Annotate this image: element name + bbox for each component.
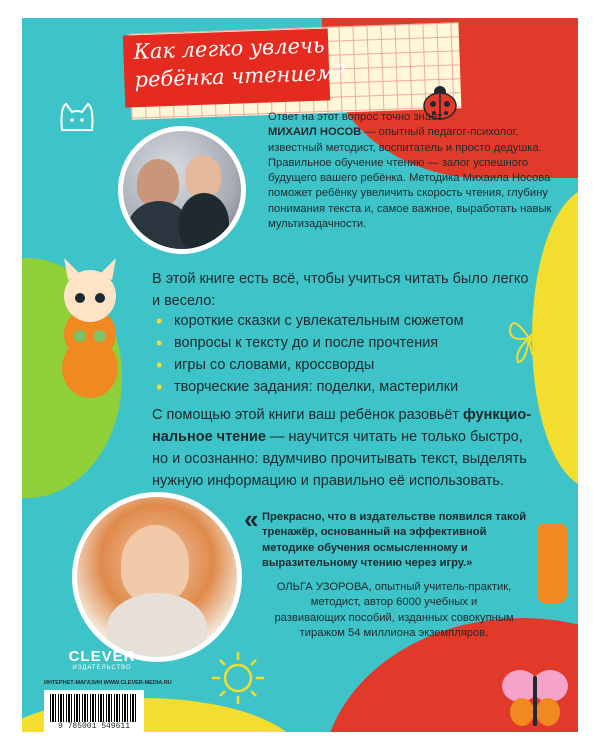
person-2 (185, 155, 221, 197)
main-paragraph (152, 404, 542, 492)
intro-prefix: Ответ на этот вопрос точно знает (268, 111, 442, 123)
shop-url: ИНТЕРНЕТ-МАГАЗИН WWW.CLEVER-MEDIA.RU (44, 680, 172, 686)
para-end: — научится читать не только быстро, но и осознанно: вдумчиво прочитывать текст, выделять нужную информацию и правильно её использовать. (152, 429, 527, 489)
author-photo-nosov (118, 126, 246, 254)
isbn-number: 9 785001 549611 (57, 722, 130, 731)
intro-paragraph (268, 110, 568, 232)
logo-subtext: ИЗДАТЕЛЬСТВО (72, 665, 132, 671)
quote-open: « (244, 504, 259, 534)
intro-name: МИХАИЛ НОСОВ (268, 126, 362, 139)
feature-item: • вопросы к тексту до и после прочтения (154, 332, 534, 354)
quote-text (262, 510, 532, 571)
intro-rest: — опытный педагог-психолог, известный методист, воспитатель и просто дедушка. Правильное обучение чтению — залог успешного будущего вашего ребёнка. Методика Михаила Носова поможет ребёнку увеличить скорость чтения, глубину понимания текста и, самое важное, выработать навык мультизадачности. (268, 126, 552, 231)
feature-list (154, 310, 534, 398)
para-start: С помощью этой книги ваш ребёнок разовьёт (152, 407, 464, 423)
author-photo-uzorova (72, 492, 242, 662)
cat-doodle-icon (56, 98, 98, 134)
title-line-1: Как легко увлечь (133, 33, 325, 64)
quote-body: Прекрасно, что в издательстве появился такой тренажёр, основанный на эффективной методике обучения осмысленному и выразительному чтению через игру. (262, 511, 527, 569)
feature-item: • игры со словами, кроссворды (154, 354, 534, 376)
feature-item: • короткие сказки с увлекательным сюжетом (154, 310, 534, 332)
main-lead: В этой книге есть всё, чтобы учиться читать было легко и весело: (152, 271, 529, 309)
book-back-cover (22, 18, 578, 732)
barcode-bars (50, 694, 138, 722)
orange-strip (537, 523, 567, 603)
para-bold: функцио-нальное чтение (152, 407, 532, 445)
cats-illustration-icon (48, 258, 138, 403)
quote-author: ОЛЬГА УЗОРОВА, опытный учитель-практик, методист, автор 6000 учебных и развивающих пособий, изданных совокупным тиражом 54 миллиона экземпляров. (274, 581, 514, 639)
title-line-2: ребёнка чтением? (134, 60, 346, 92)
butterfly-doodle-icon (504, 308, 554, 368)
page-title (133, 30, 355, 94)
person-2-suit (179, 193, 229, 253)
feature-item: • творческие задания: поделки, мастерилки (154, 376, 534, 398)
publisher-logo (62, 648, 142, 671)
logo-text: CLEVER (68, 648, 136, 665)
person-1 (137, 159, 179, 207)
sun-doodle-icon (208, 648, 268, 708)
butterfly-icon (500, 666, 570, 732)
person-face (121, 525, 189, 603)
barcode (44, 690, 144, 732)
quote-close: » (466, 556, 473, 569)
